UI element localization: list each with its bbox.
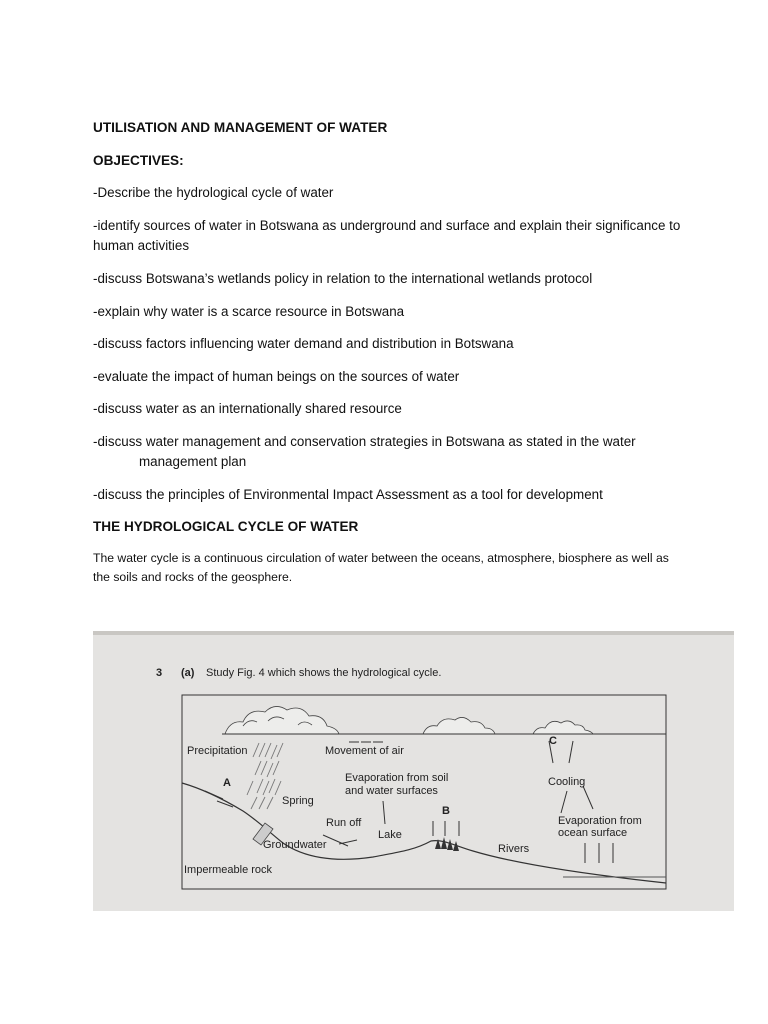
question-number: 3 (156, 667, 163, 679)
label-evaporation-soil-2: and water surfaces (345, 785, 438, 797)
objective-item: -Describe the hydrological cycle of water (93, 185, 334, 200)
document-title: UTILISATION AND MANAGEMENT OF WATER (93, 120, 388, 135)
label-groundwater: Groundwater (263, 839, 327, 851)
question-part: (a) (181, 667, 195, 679)
objective-item: -discuss factors influencing water demand and distribution in Botswana (93, 336, 514, 351)
objective-item: -discuss water as an internationally shared resource (93, 401, 402, 416)
label-evaporation-soil-1: Evaporation from soil (345, 772, 449, 784)
figure-svg (93, 631, 734, 911)
objective-item: -discuss water management and conservation strategies in Botswana as stated in the water (93, 434, 636, 449)
label-lake: Lake (378, 829, 402, 841)
label-evaporation-ocean-1: Evaporation from (558, 815, 642, 827)
objective-item: -identify sources of water in Botswana as underground and surface and explain their significance to human activities (93, 218, 681, 253)
label-spring: Spring (282, 795, 314, 807)
hydrological-cycle-figure (93, 631, 734, 911)
label-run-off: Run off (326, 817, 362, 829)
label-impermeable-rock: Impermeable rock (184, 864, 273, 876)
label-rivers: Rivers (498, 843, 530, 855)
label-movement-of-air: Movement of air (325, 745, 404, 757)
objectives-heading: OBJECTIVES: (93, 153, 184, 168)
label-b: B (442, 805, 450, 817)
objective-continuation-text: management plan (139, 454, 247, 469)
objective-item: -explain why water is a scarce resource in Botswana (93, 304, 405, 319)
objective-item-continuation (93, 452, 246, 472)
label-precipitation: Precipitation (187, 745, 248, 757)
question-text: Study Fig. 4 which shows the hydrological cycle. (206, 667, 442, 679)
label-cooling: Cooling (548, 776, 586, 788)
objective-item: -evaluate the impact of human beings on the sources of water (93, 369, 460, 384)
label-evaporation-ocean-2: ocean surface (558, 827, 628, 839)
objective-item: -discuss the principles of Environmental Impact Assessment as a tool for development (93, 487, 603, 502)
figure-top-shade (93, 631, 734, 635)
intro-paragraph: The water cycle is a continuous circulation of water between the oceans, atmosphere, biosphere as well as the soils and rocks of the geosphere. (93, 551, 669, 584)
section-heading: THE HYDROLOGICAL CYCLE OF WATER (93, 519, 359, 534)
objective-item: -discuss Botswana’s wetlands policy in relation to the international wetlands protocol (93, 271, 593, 286)
label-c: C (549, 735, 557, 747)
label-a: A (223, 777, 231, 789)
